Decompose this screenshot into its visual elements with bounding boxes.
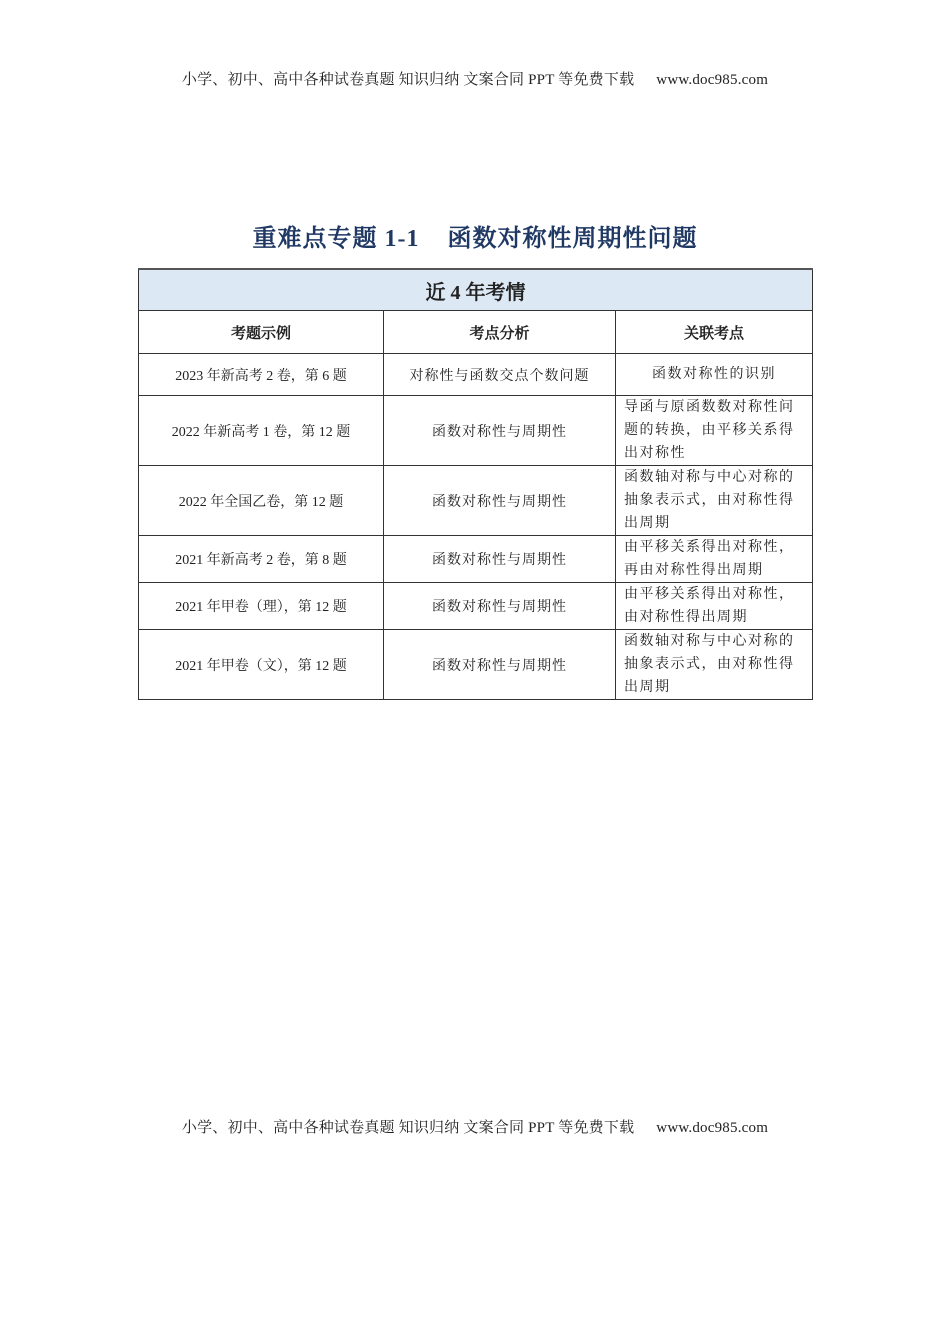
cell-analysis: 函数对称性与周期性 xyxy=(384,536,616,583)
header-text: 小学、初中、高中各种试卷真题 知识归纳 文案合同 PPT 等免费下载 xyxy=(181,72,635,88)
footer-text: 小学、初中、高中各种试卷真题 知识归纳 文案合同 PPT 等免费下载 xyxy=(181,1120,635,1136)
page-header xyxy=(0,68,950,89)
table-row xyxy=(139,354,813,396)
column-header-analysis: 考点分析 xyxy=(384,311,616,354)
table-row xyxy=(139,536,813,583)
page-footer xyxy=(0,1116,950,1137)
table-row xyxy=(139,583,813,630)
cell-analysis: 函数对称性与周期性 xyxy=(384,583,616,630)
cell-related: 导函与原函数数对称性问题的转换，由平移关系得出对称性 xyxy=(616,396,813,466)
cell-example: 2023 年新高考 2 卷，第 6 题 xyxy=(139,354,384,396)
cell-related: 函数轴对称与中心对称的抽象表示式，由对称性得出周期 xyxy=(616,466,813,536)
cell-example: 2022 年全国乙卷，第 12 题 xyxy=(139,466,384,536)
cell-example: 2021 年新高考 2 卷，第 8 题 xyxy=(139,536,384,583)
footer-url[interactable]: www.doc985.com xyxy=(656,1120,769,1136)
cell-example: 2021 年甲卷（文），第 12 题 xyxy=(139,630,384,700)
column-header-example: 考题示例 xyxy=(139,311,384,354)
table-row xyxy=(139,630,813,700)
cell-analysis: 函数对称性与周期性 xyxy=(384,396,616,466)
cell-example: 2021 年甲卷（理），第 12 题 xyxy=(139,583,384,630)
cell-analysis: 函数对称性与周期性 xyxy=(384,630,616,700)
table-row xyxy=(139,396,813,466)
cell-related: 函数轴对称与中心对称的抽象表示式，由对称性得出周期 xyxy=(616,630,813,700)
document-title xyxy=(0,218,950,253)
cell-related: 由平移关系得出对称性，由对称性得出周期 xyxy=(616,583,813,630)
title-part2: 函数对称性周期性问题 xyxy=(447,226,698,252)
cell-related: 由平移关系得出对称性，再由对称性得出周期 xyxy=(616,536,813,583)
table-row xyxy=(139,466,813,536)
cell-related: 函数对称性的识别 xyxy=(616,354,813,396)
cell-example: 2022 年新高考 1 卷，第 12 题 xyxy=(139,396,384,466)
header-url[interactable]: www.doc985.com xyxy=(656,72,769,88)
cell-analysis: 函数对称性与周期性 xyxy=(384,466,616,536)
table-band-title: 近 4 年考情 xyxy=(139,269,813,311)
title-part1: 重难点专题 1-1 xyxy=(252,226,420,252)
exam-statistics-table xyxy=(138,268,813,700)
column-header-related: 关联考点 xyxy=(616,311,813,354)
cell-analysis: 对称性与函数交点个数问题 xyxy=(384,354,616,396)
